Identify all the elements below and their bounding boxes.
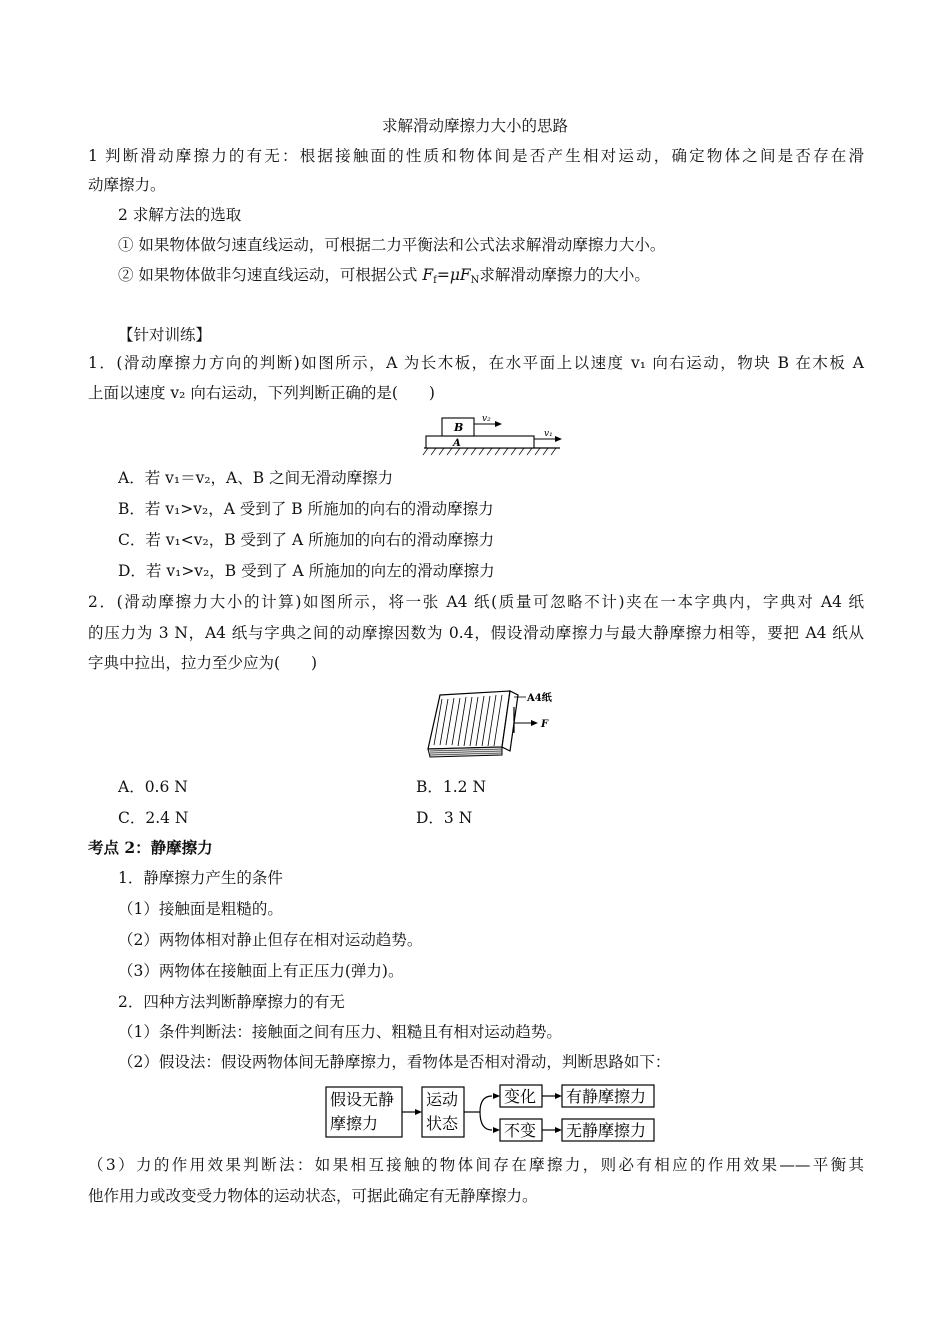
flow-arrowhead-up	[493, 1093, 500, 1099]
label-v1: v₁	[544, 429, 553, 439]
flow-box-assume-line-1: 假设无静	[330, 1090, 395, 1109]
label-a4-paper: A4纸	[527, 693, 552, 704]
force-arrowhead	[531, 720, 538, 726]
question-1-line-2: 上面以速度 v₂ 向右运动，下列判断正确的是( )	[88, 384, 435, 402]
question-2-line-2: 的压力为 3 N，A4 纸与字典之间的动摩擦因数为 0.4，假设滑动摩擦力与最大静摩擦力相等，要把 A4 纸从	[88, 624, 864, 642]
paragraph-nonuniform-motion	[118, 265, 650, 285]
flow-box-motion-line-2: 状态	[426, 1114, 459, 1133]
question-2-option-d: D．3 N	[416, 809, 473, 827]
section-heading-static-friction: 考点 2：静摩擦力	[88, 838, 213, 857]
static-conditions-heading: 1．静摩擦力产生的条件	[118, 869, 283, 887]
formula-N-subscript: N	[470, 275, 480, 286]
board-block-figure	[418, 410, 568, 460]
formula-lead-text: ② 如果物体做非匀速直线运动，可根据公式	[118, 266, 423, 284]
question-1-option-a: A．若 v₁＝v₂，A、B 之间无滑动摩擦力	[118, 469, 394, 487]
paragraph-sliding-existence-1: 1 判断滑动摩擦力的有无：根据接触面的性质和物体间是否产生相对运动，确定物体之间是否存在滑	[88, 147, 864, 165]
paragraph-uniform-motion: ① 如果物体做匀速直线运动，可根据二力平衡法和公式法求解滑动摩擦力大小。	[118, 236, 666, 254]
board-A	[426, 436, 534, 448]
condition-2: （2）两物体相对静止但存在相对运动趋势。	[118, 931, 423, 949]
formula-tail-text: 求解滑动摩擦力的大小。	[479, 266, 650, 284]
formula-F: F	[422, 266, 434, 284]
v1-arrowhead	[555, 436, 562, 442]
method-3-line-2: 他作用力或改变受力物体的运动状态，可据此确定有无静摩擦力。	[88, 1187, 538, 1205]
flow-branch-up	[480, 1096, 492, 1112]
formula-mu-F: μF	[449, 266, 471, 284]
method-2: （2）假设法：假设两物体间无静摩擦力，看物体是否相对滑动，判断思路如下：	[118, 1053, 671, 1071]
flow-box-no-static-label: 无静摩擦力	[566, 1121, 647, 1140]
flow-arrowhead-change	[555, 1093, 562, 1099]
dictionary-figure	[418, 685, 568, 765]
question-2-line-1: 2．(滑动摩擦力大小的计算)如图所示，将一张 A4 纸(质量可忽略不计)夹在一本字典内，字典对 A4 纸	[88, 593, 864, 611]
flow-box-change-label: 变化	[504, 1087, 537, 1106]
question-2-line-3: 字典中拉出，拉力至少应为( )	[88, 654, 318, 672]
question-1-option-c: C．若 v₁<v₂，B 受到了 A 所施加的向右的滑动摩擦力	[118, 531, 495, 549]
training-heading: 【针对训练】	[118, 326, 212, 344]
formula-equals: =	[436, 266, 450, 284]
question-2-option-b: B．1.2 N	[416, 778, 487, 796]
question-1-option-d: D．若 v₁>v₂，B 受到了 A 所施加的向左的滑动摩擦力	[118, 562, 495, 580]
label-B: B	[454, 421, 464, 434]
flow-branch-down	[480, 1112, 492, 1130]
flow-box-assume-line-2: 摩擦力	[330, 1114, 379, 1133]
label-v2: v₂	[482, 414, 491, 424]
question-1-option-b: B．若 v₁>v₂，A 受到了 B 所施加的向右的滑动摩擦力	[118, 500, 494, 518]
flow-arrowhead-down	[493, 1127, 500, 1133]
page-title: 求解滑动摩擦力大小的思路	[381, 117, 568, 135]
v2-arrowhead	[495, 421, 502, 427]
flow-arrowhead-unchanged	[555, 1127, 562, 1133]
condition-1: （1）接触面是粗糙的。	[118, 900, 283, 918]
flow-arrowhead-1	[415, 1109, 422, 1115]
method-1: （1）条件判断法：接触面之间有压力、粗糙且有相对运动趋势。	[118, 1023, 562, 1041]
paragraph-method-heading: 2 求解方法的选取	[118, 206, 242, 224]
question-2-option-c: C．2.4 N	[118, 809, 189, 827]
formula-f-subscript: f	[433, 275, 437, 286]
question-2-option-a: A．0.6 N	[118, 778, 188, 796]
flow-box-motion-line-1: 运动	[426, 1090, 459, 1109]
label-A: A	[453, 438, 461, 449]
flow-box-unchanged-label: 不变	[504, 1121, 537, 1140]
question-1-line-1: 1．(滑动摩擦力方向的判断)如图所示，A 为长木板，在水平面上以速度 v₁ 向右运动，物块 B 在木板 A	[88, 354, 864, 372]
condition-3: （3）两物体在接触面上有正压力(弹力)。	[118, 962, 404, 980]
method-3-line-1: （3）力的作用效果判断法：如果相互接触的物体间存在摩擦力，则必有相应的作用效果——平衡其	[88, 1156, 864, 1174]
label-F: F	[541, 719, 549, 730]
methods-heading: 2．四种方法判断静摩擦力的有无	[118, 993, 345, 1011]
assumption-flowchart	[320, 1082, 665, 1144]
flow-box-has-static-label: 有静摩擦力	[566, 1087, 647, 1106]
paragraph-sliding-existence-2: 动摩擦力。	[88, 176, 166, 194]
